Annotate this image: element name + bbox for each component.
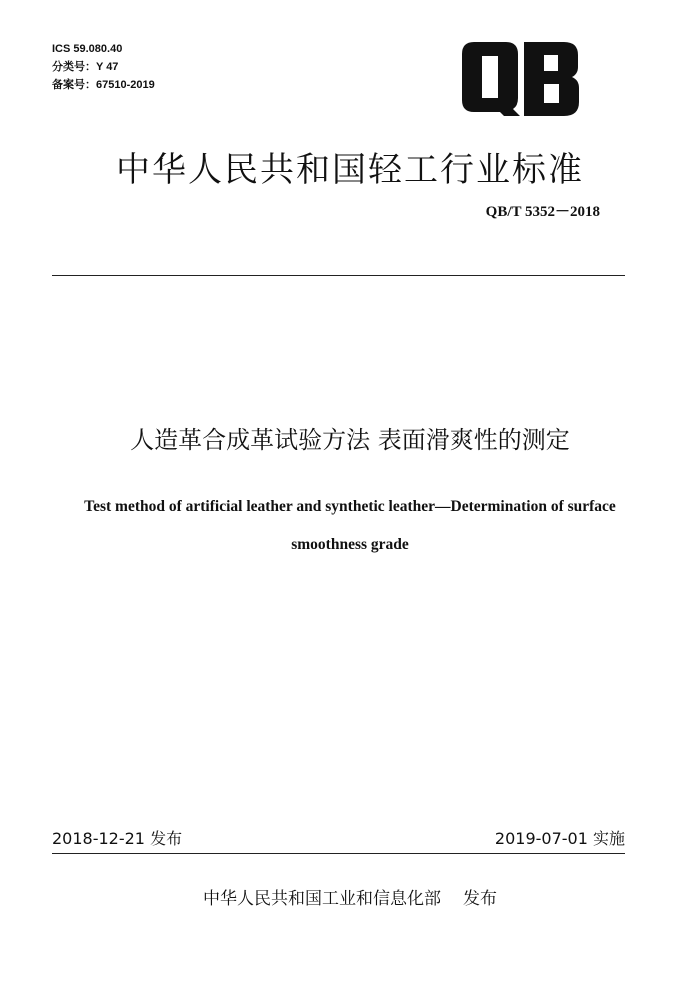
footer-divider: [52, 853, 625, 854]
issue-date: 2018-12-21 发布: [52, 829, 183, 848]
document-title-english: [20, 488, 680, 564]
document-title-english-line-2: smoothness grade: [291, 536, 409, 553]
publisher-name: 中华人民共和国工业和信息化部: [203, 889, 441, 909]
classification-code: 分类号：Y 47: [52, 61, 119, 73]
header-divider: [52, 275, 625, 276]
document-title-english-line-1: Test method of artificial leather and synthetic leather—Determination of surface: [84, 498, 616, 515]
implementation-date: 2019-07-01 实施: [494, 829, 625, 848]
publish-action: 发布: [463, 889, 497, 909]
publisher: [0, 884, 700, 909]
standard-metadata: [52, 40, 155, 94]
industry-standard-title: 中华人民共和国轻工行业标准: [116, 150, 584, 190]
ics-code: ICS 59.080.40: [52, 43, 123, 55]
record-number: 备案号：67510-2019: [52, 79, 155, 91]
qb-logo: [458, 40, 582, 118]
standard-number: QB/T 5352－2018: [485, 204, 600, 220]
document-title-chinese: 人造革合成革试验方法 表面滑爽性的测定: [130, 426, 570, 454]
